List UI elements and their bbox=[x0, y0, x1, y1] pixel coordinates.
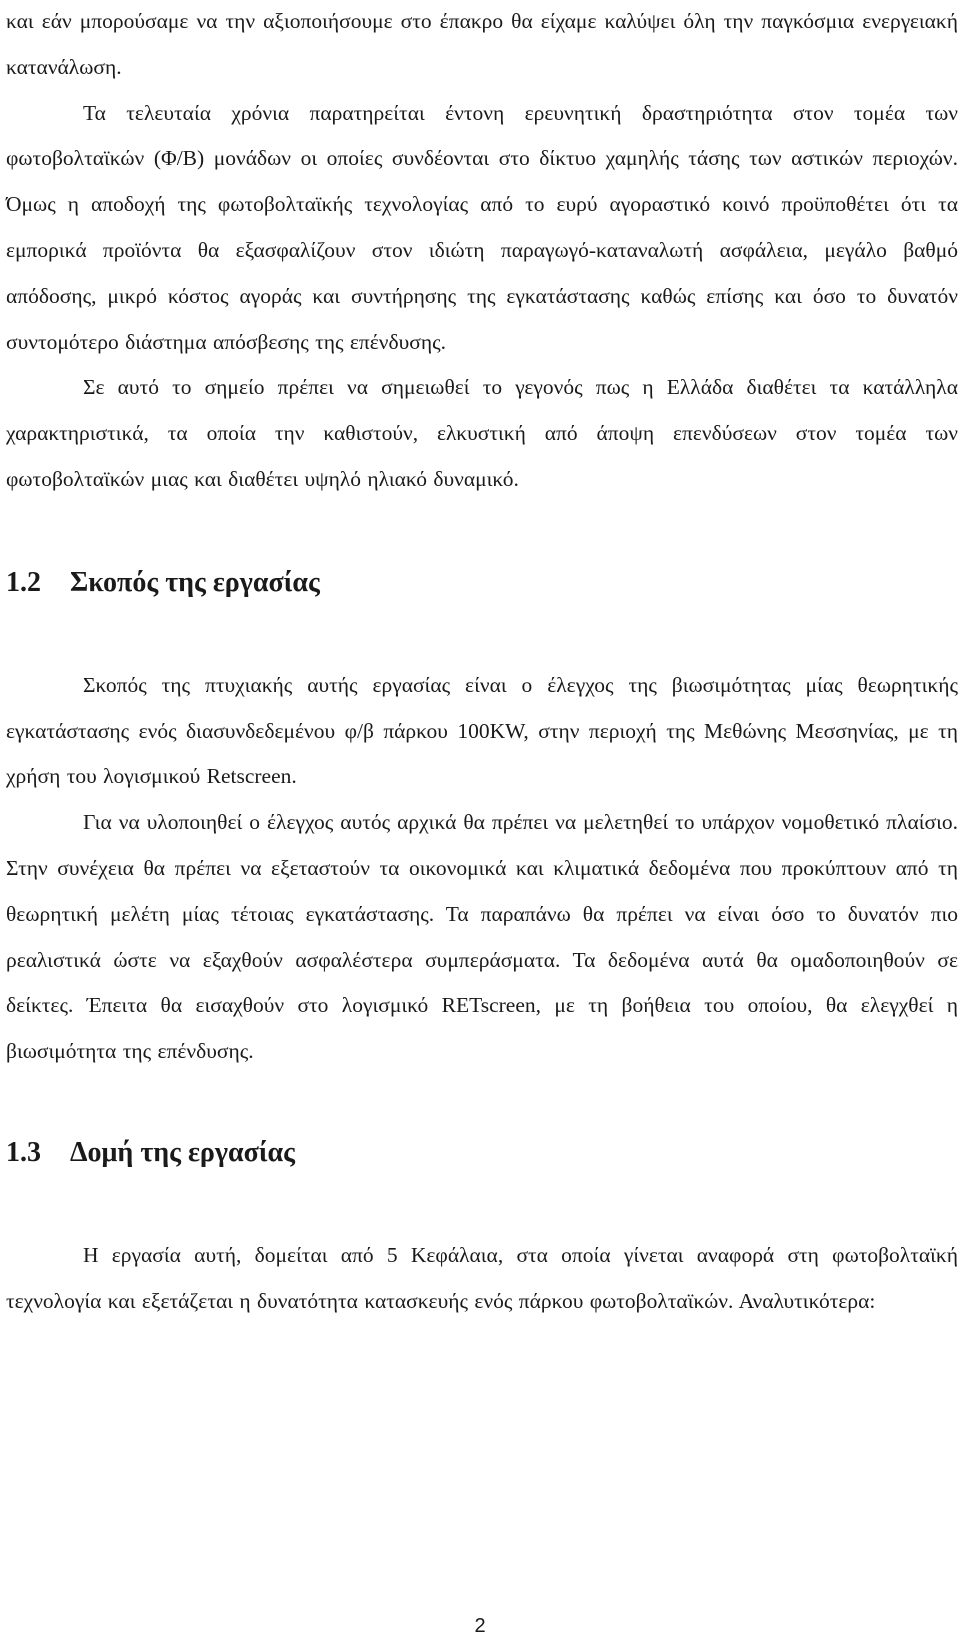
section-title: Σκοπός της εργασίας bbox=[70, 566, 320, 598]
paragraph-greece: Σε αυτό το σημείο πρέπει να σημειωθεί το γεγονός πως η Ελλάδα διαθέτει τα κατάλληλα χαρακτηριστικά, τα οποία την καθιστούν, ελκυστική από άποψη επενδύσεων στον τομέα των φωτοβολταϊκών μιας και διαθέτει υψηλό ηλιακό δυναμικό. bbox=[6, 375, 958, 491]
paragraph-purpose: Σκοπός της πτυχιακής αυτής εργασίας είναι ο έλεγχος της βιωσιμότητας μίας θεωρητικής εγκατάστασης ενός διασυνδεδεμένου φ/β πάρκου 100KW, στην περιοχή της Μεθώνης Μεσσηνίας, με τη χρήση του λογισμικού Retscreen. bbox=[6, 672, 958, 789]
section-heading-1-3 bbox=[6, 1133, 958, 1173]
paragraph-research: Τα τελευταία χρόνια παρατηρείται έντονη ερευνητική δραστηριότητα στον τομέα των φωτοβολταϊκών (Φ/Β) μονάδων οι οποίες συνδέονται στο δίκτυο χαμηλής τάσης των αστικών περιοχών. Όμως η αποδοχή της φωτοβολταϊκής τεχνολογίας από το ευρύ αγοραστικό κοινό προϋποθέτει ότι τα εμπορικά προϊόντα θα εξασφαλίζουν στον ιδιώτη παραγωγό-καταναλωτή ασφάλεια, μεγάλο βαθμό απόδοσης, μικρό κόστος αγοράς και συντήρησης της εγκατάστασης καθώς επίσης και όσο το δυνατόν συντομότερο διάστημα απόσβεσης της επένδυσης. bbox=[6, 100, 958, 354]
paragraph-continuation: και εάν μπορούσαμε να την αξιοποιήσουμε στο έπακρο θα είχαμε καλύψει όλη την παγκόσμια ενεργειακή κατανάλωση. bbox=[6, 9, 958, 79]
paragraph-method: Για να υλοποιηθεί ο έλεγχος αυτός αρχικά θα πρέπει να μελετηθεί το υπάρχον νομοθετικό πλαίσιο. Στην συνέχεια θα πρέπει να εξεταστούν τα οικονομικά και κλιματικά δεδομένα που προκύπτουν από τη θεωρητική μελέτη μίας τέτοιας εγκατάστασης. Τα παραπάνω θα πρέπει να είναι όσο το δυνατόν πιο ρεαλιστικά ώστε να εξαχθούν ασφαλέστερα συμπεράσματα. Τα δεδομένα αυτά θα ομαδοποιηθούν σε δείκτες. Έπειτα θα εισαχθούν στο λογισμικό RETscreen, με τη βοήθεια του οποίου, θα ελεγχθεί η βιωσιμότητα της επένδυσης. bbox=[6, 810, 958, 1064]
section-number: 1.3 bbox=[6, 1136, 41, 1168]
document-page bbox=[6, 0, 958, 1325]
section-number: 1.2 bbox=[6, 566, 41, 598]
section-title: Δομή της εργασίας bbox=[70, 1136, 295, 1168]
section-heading-1-2 bbox=[6, 563, 958, 603]
paragraph-structure: Η εργασία αυτή, δομείται από 5 Κεφάλαια, στα οποία γίνεται αναφορά στη φωτοβολταϊκή τεχνολογία και εξετάζεται η δυνατότητα κατασκευής ενός πάρκου φωτοβολταϊκών. Αναλυτικότερα: bbox=[6, 1242, 958, 1313]
page-number: 2 bbox=[474, 1615, 486, 1637]
